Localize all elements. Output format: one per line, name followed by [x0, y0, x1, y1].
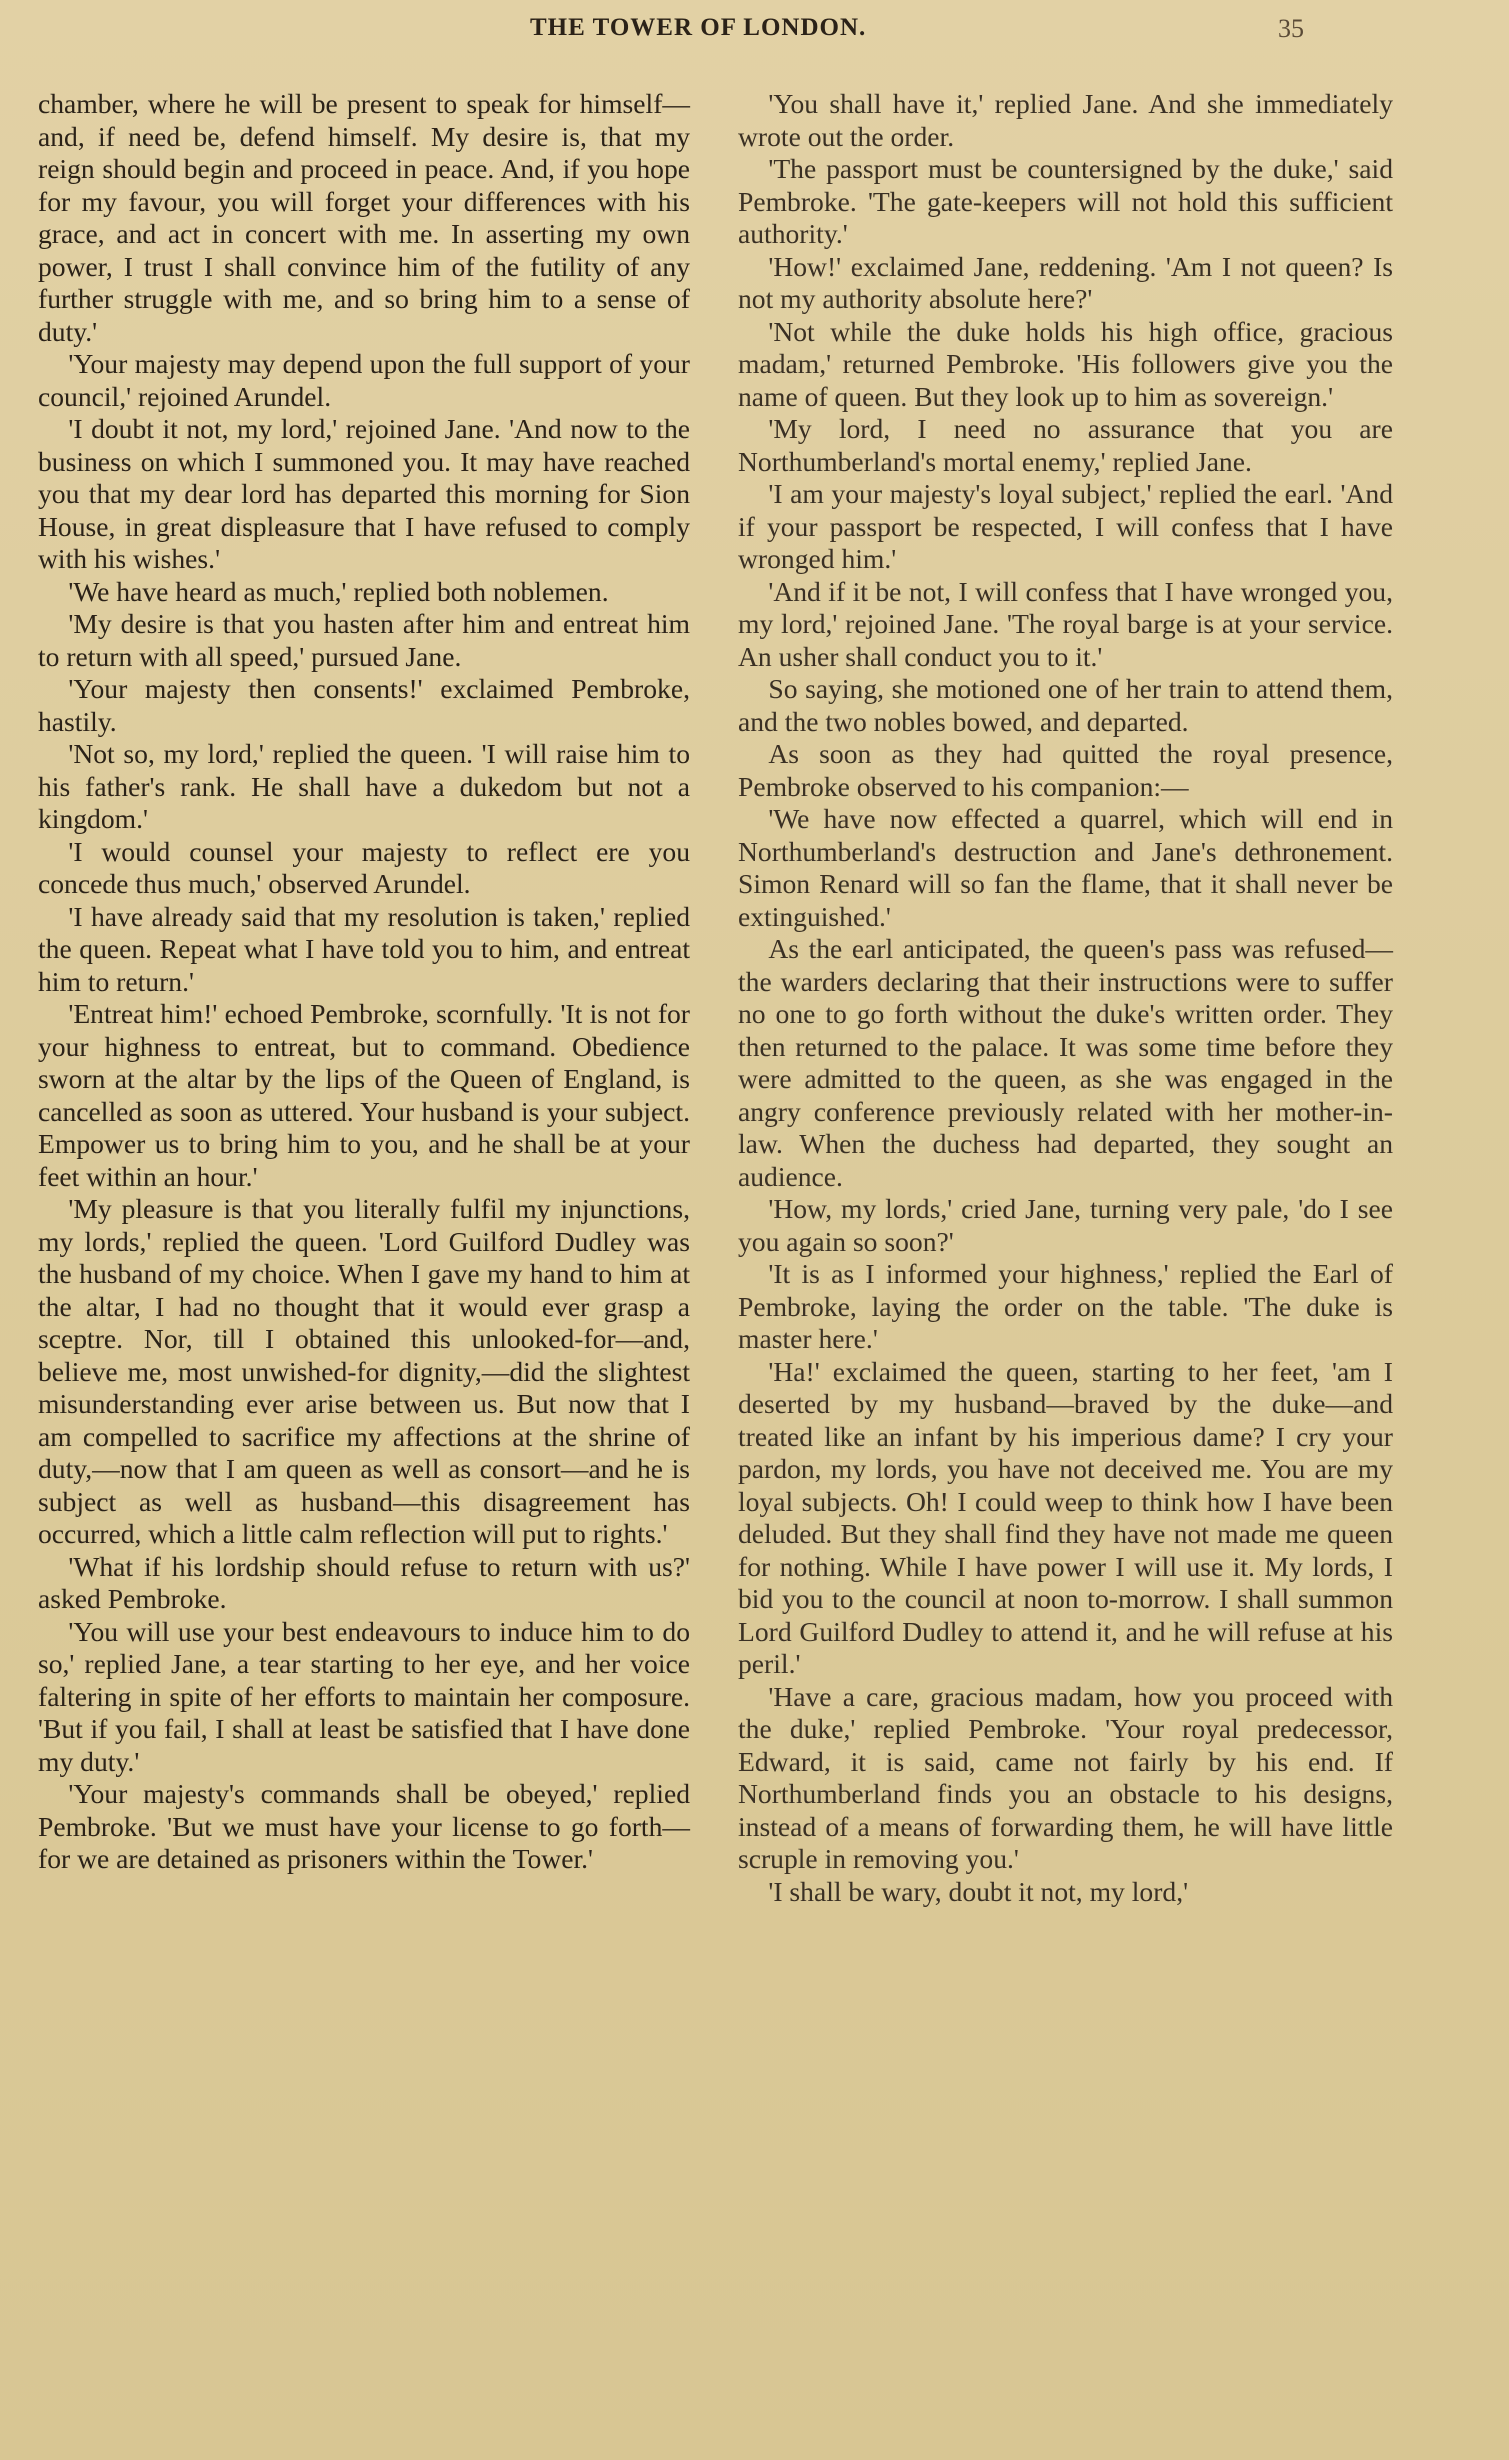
paragraph: 'Not while the duke holds his high office, gracious madam,' returned Pembroke. 'His followers give you the name of queen. But they look up to him as sovereign.' [738, 315, 1393, 412]
paragraph: 'We have heard as much,' replied both noblemen. [68, 575, 609, 607]
paragraph: 'And if it be not, I will confess that I have wronged you, my lord,' rejoined Jane. 'The royal barge is at your service. An usher shall conduct you to it.' [738, 575, 1393, 672]
left-column [38, 88, 690, 2438]
paragraph: 'What if his lordship should refuse to return with us?' asked Pembroke. [38, 1550, 690, 1614]
right-column [738, 88, 1393, 2438]
paragraph: chamber, where he will be present to speak for himself—and, if need be, defend himself. My desire is, that my reign should begin and proceed in peace. And, if you hope for my favour, you will forget your differences with his grace, and act in concert with me. In asserting my own power, I trust I shall convince him of the futility of any further struggle with me, and so bring him to a sense of duty.' [38, 88, 690, 347]
paragraph: 'It is as I informed your highness,' replied the Earl of Pembroke, laying the order on the table. 'The duke is master here.' [738, 1258, 1393, 1354]
paragraph: 'My pleasure is that you literally fulfil my injunctions, my lords,' replied the queen. 'Lord Guilford Dudley was the husband of my choice. When I gave my hand to him at the altar, I had no thought that it would ever grasp a sceptre. Nor, till I obtained this unlooked-for—and, believe me, most unwished-for dignity,—did the slightest misunderstanding ever arise between us. But now that I am compelled to sacrifice my affections at the shrine of duty,—now that I am queen as well as consort—and he is subject as well as husband—this disagreement has occurred, which a little calm reflection will put to rights.' [38, 1193, 690, 1549]
paragraph: 'Your majesty's commands shall be obeyed,' replied Pembroke. 'But we must have your license to go forth—for we are detained as prisoners within the Tower.' [38, 1778, 690, 1874]
paragraph: 'You shall have it,' replied Jane. And she immediately wrote out the order. [738, 88, 1393, 152]
running-head [0, 14, 1509, 54]
paragraph: 'We have now effected a quarrel, which will end in Northumberland's destruction and Jane's dethronement. Simon Renard will so fan the flame, that it shall never be extinguished.' [738, 803, 1393, 932]
paragraph: 'How!' exclaimed Jane, reddening. 'Am I not queen? Is not my authority absolute here?' [738, 250, 1393, 314]
paragraph: 'The passport must be countersigned by the duke,' said Pembroke. 'The gate-keepers will not hold this sufficient authority.' [738, 153, 1393, 249]
paragraph: 'Entreat him!' echoed Pembroke, scornfully. 'It is not for your highness to entreat, but to command. Obedience sworn at the altar by the lips of the Queen of England, is cancelled as soon as uttered. Your husband is your subject. Empower us to bring him to you, and he shall be at your feet within an hour.' [38, 998, 690, 1192]
paragraph: As soon as they had quitted the royal presence, Pembroke observed to his companion:— [738, 738, 1393, 802]
paragraph: 'I shall be wary, doubt it not, my lord,' [768, 1875, 1189, 1907]
paragraph: 'Not so, my lord,' replied the queen. 'I will raise him to his father's rank. He shall have a dukedom but not a kingdom.' [38, 738, 690, 834]
paragraph: 'I would counsel your majesty to reflect ere you concede thus much,' observed Arundel. [38, 835, 690, 899]
paragraph: 'My desire is that you hasten after him and entreat him to return with all speed,' pursued Jane. [38, 608, 690, 672]
paragraph: 'I have already said that my resolution is taken,' replied the queen. Repeat what I have told you to him, and entreat him to return.' [38, 900, 690, 997]
page-number: 35 [1278, 14, 1304, 43]
paragraph: So saying, she motioned one of her train to attend them, and the two nobles bowed, and departed. [738, 673, 1393, 737]
paragraph: 'My lord, I need no assurance that you are Northumberland's mortal enemy,' replied Jane. [738, 413, 1393, 477]
paragraph: As the earl anticipated, the queen's pass was refused—the warders declaring that their instructions were to suffer no one to go forth without the duke's written order. They then returned to the palace. It was some time before they were admitted to the queen, as she was engaged in the angry conference previously related with her mother-in-law. When the duchess had departed, they sought an audience. [738, 933, 1393, 1192]
paragraph: 'I am your majesty's loyal subject,' replied the earl. 'And if your passport be respected, I will confess that I have wronged him.' [738, 478, 1393, 574]
paragraph: 'How, my lords,' cried Jane, turning very pale, 'do I see you again so soon?' [738, 1193, 1393, 1257]
paragraph: 'Have a care, gracious madam, how you proceed with the duke,' replied Pembroke. 'Your royal predecessor, Edward, it is said, came not fairly by his end. If Northumberland finds you an obstacle to his designs, instead of a means of forwarding them, he will have little scruple in removing you.' [738, 1680, 1393, 1874]
paragraph: 'Your majesty may depend upon the full support of your council,' rejoined Arundel. [38, 348, 690, 412]
paragraph: 'You will use your best endeavours to induce him to do so,' replied Jane, a tear starting to her eye, and her voice faltering in spite of her efforts to maintain her composure. 'But if you fail, I shall at least be satisfied that I have done my duty.' [38, 1615, 690, 1777]
paragraph: 'I doubt it not, my lord,' rejoined Jane. 'And now to the business on which I summoned you. It may have reached you that my dear lord has departed this morning for Sion House, in great displeasure that I have refused to comply with his wishes.' [38, 413, 690, 574]
running-title: THE TOWER OF LONDON. [530, 14, 867, 41]
paragraph: 'Ha!' exclaimed the queen, starting to her feet, 'am I deserted by my husband—braved by the duke—and treated like an infant by his imperious dame? I cry your pardon, my lords, you have not deceived me. You are my loyal subjects. Oh! I could weep to think how I have been deluded. But they shall find they have not made me queen for nothing. While I have power I will use it. My lords, I bid you to the council at noon to-morrow. I shall summon Lord Guilford Dudley to attend it, and he will refuse at his peril.' [738, 1355, 1393, 1679]
paragraph: 'Your majesty then consents!' exclaimed Pembroke, hastily. [38, 673, 690, 737]
